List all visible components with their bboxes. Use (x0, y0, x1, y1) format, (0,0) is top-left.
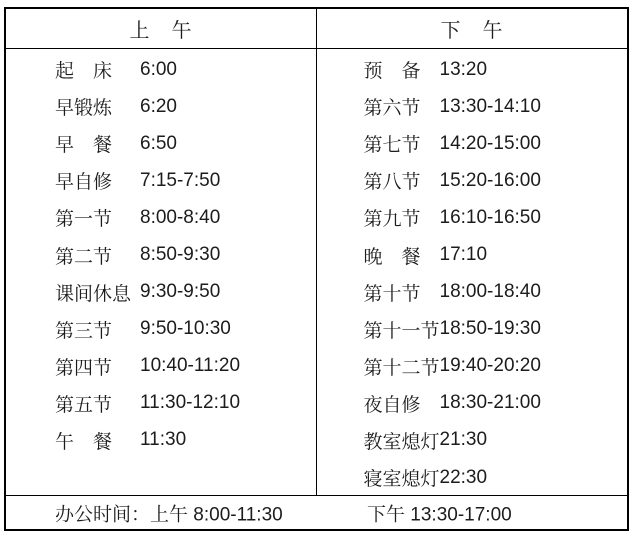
activity-label: 晚 餐 (363, 246, 421, 268)
activity-time: 13:20 (439, 58, 488, 80)
office-hours-row (6, 495, 627, 529)
activity-time: 7:15-7:50 (140, 169, 221, 191)
schedule-row (55, 311, 316, 348)
activity-label: 第二节 (55, 246, 113, 268)
office-hours-morning: 办公时间：上午 8:00-11:30 (55, 504, 283, 525)
activity-time: 9:30-9:50 (140, 281, 221, 303)
activity-label: 预 备 (363, 61, 421, 83)
activity-time: 8:50-9:30 (140, 244, 221, 266)
activity-time: 19:40-20:20 (439, 355, 541, 377)
schedule-row (364, 51, 628, 88)
activity-time: 8:00-8:40 (140, 206, 221, 228)
schedule-row (364, 88, 628, 125)
morning-column (6, 49, 317, 495)
schedule-row (364, 385, 628, 422)
activity-label: 第八节 (363, 172, 421, 194)
activity-label: 第十二节 (363, 357, 440, 379)
schedule-row (364, 311, 628, 348)
schedule-row (55, 385, 316, 422)
activity-label: 教室熄灯 (363, 431, 440, 453)
activity-time: 6:50 (140, 132, 177, 154)
activity-time: 18:00-18:40 (439, 281, 541, 303)
activity-time: 21:30 (439, 429, 488, 451)
activity-time: 13:30-14:10 (439, 95, 541, 117)
schedule-row (55, 236, 316, 273)
activity-label: 第四节 (55, 357, 113, 379)
activity-time: 9:50-10:30 (140, 318, 231, 340)
schedule-row (364, 199, 628, 236)
activity-label: 早自修 (55, 172, 113, 194)
schedule-row (55, 199, 316, 236)
activity-label: 第三节 (55, 320, 113, 342)
schedule-row (55, 348, 316, 385)
activity-time: 22:30 (439, 466, 488, 488)
table-header-row (6, 9, 627, 49)
schedule-row (55, 162, 316, 199)
activity-label: 第一节 (55, 209, 113, 231)
activity-label: 第九节 (363, 209, 421, 231)
table-body (6, 49, 627, 495)
schedule-row (55, 274, 316, 311)
schedule-table (4, 7, 629, 531)
activity-label: 第十节 (363, 283, 421, 305)
schedule-row (55, 51, 316, 88)
schedule-row (55, 88, 316, 125)
schedule-row (364, 274, 628, 311)
afternoon-column (317, 49, 628, 495)
schedule-row (364, 236, 628, 273)
activity-label: 早 餐 (55, 135, 113, 157)
activity-time: 15:20-16:00 (439, 169, 541, 191)
activity-label: 早锻炼 (55, 98, 113, 120)
activity-label: 寝室熄灯 (363, 469, 440, 491)
office-hours-afternoon: 下午 13:30-17:00 (367, 504, 512, 525)
afternoon-header: 下 午 (440, 20, 504, 42)
schedule-row (55, 125, 316, 162)
schedule-row (364, 162, 628, 199)
activity-time: 16:10-16:50 (439, 206, 541, 228)
activity-time: 14:20-15:00 (439, 132, 541, 154)
activity-time: 11:30 (140, 429, 187, 451)
activity-time: 6:00 (140, 58, 177, 80)
activity-time: 18:30-21:00 (439, 392, 541, 414)
activity-label: 第十一节 (363, 320, 440, 342)
schedule-row (364, 459, 628, 496)
activity-label: 课间休息 (55, 283, 132, 305)
activity-label: 午 餐 (55, 431, 113, 453)
activity-time: 10:40-11:20 (140, 355, 241, 377)
activity-label: 夜自修 (363, 394, 421, 416)
schedule-row (364, 422, 628, 459)
activity-label: 第五节 (55, 394, 113, 416)
activity-time: 11:30-12:10 (140, 392, 241, 414)
activity-time: 6:20 (140, 95, 177, 117)
activity-label: 第六节 (363, 98, 421, 120)
schedule-row (364, 125, 628, 162)
activity-time: 18:50-19:30 (439, 318, 541, 340)
schedule-row (55, 422, 316, 459)
activity-time: 17:10 (439, 244, 488, 266)
morning-header: 上 午 (6, 9, 317, 48)
schedule-row (364, 348, 628, 385)
activity-label: 起 床 (55, 61, 113, 83)
activity-label: 第七节 (363, 135, 421, 157)
